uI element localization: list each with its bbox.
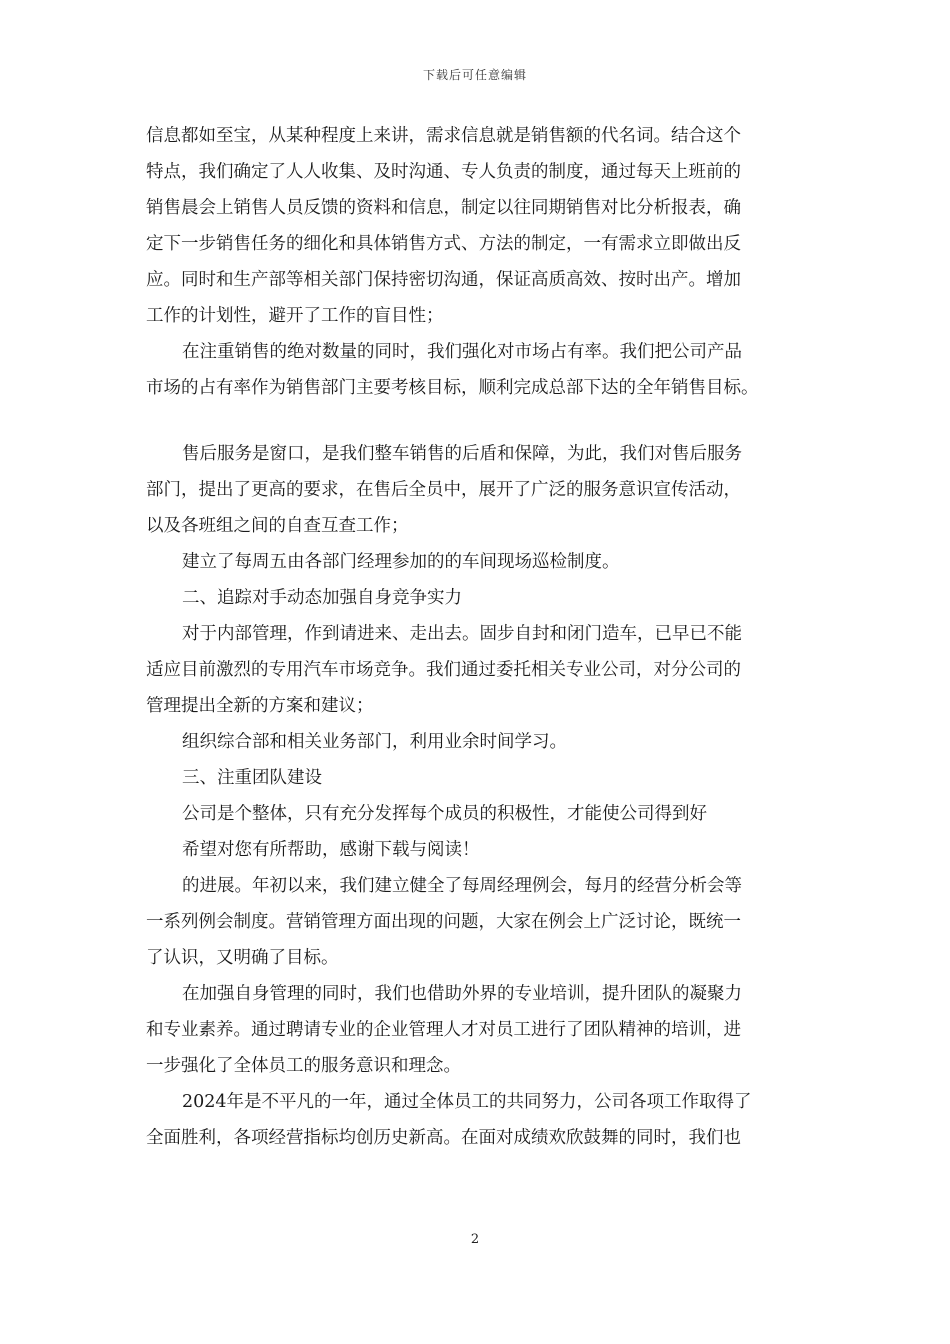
paragraph-line: 公司是个整体，只有充分发挥每个成员的积极性，才能使公司得到好 [182,804,707,824]
page-header: 下载后可任意编辑 [422,68,527,82]
paragraph-line: 全面胜利，各项经营指标均创历史新高。在面对成绩欢欣鼓舞的同时，我们也 [146,1128,741,1148]
paragraph-line: 一系列例会制度。营销管理方面出现的问题，大家在例会上广泛讨论，既统一 [146,912,741,932]
section-heading: 三、注重团队建设 [182,768,322,788]
paragraph-line: 应。同时和生产部等相关部门保持密切沟通，保证高质高效、按时出产。增加 [146,270,741,290]
document-body [146,118,814,1156]
paragraph-line: 适应目前激烈的专用汽车市场竞争。我们通过委托相关专业公司，对分公司的 [146,660,741,680]
paragraph-line: 定下一步销售任务的细化和具体销售方式、方法的制定，一有需求立即做出反 [146,234,741,254]
paragraph-line: 的进展。年初以来，我们建立健全了每周经理例会，每月的经营分析会等 [182,876,742,896]
page-number: 2 [470,1232,480,1247]
paragraph-line: 售后服务是窗口，是我们整车销售的后盾和保障，为此，我们对售后服务 [182,444,742,464]
paragraph-line: 信息都如至宝，从某种程度上来讲，需求信息就是销售额的代名词。结合这个 [146,126,741,146]
paragraph-line: 组织综合部和相关业务部门，利用业余时间学习。 [182,732,567,752]
download-note: 希望对您有所帮助，感谢下载与阅读！ [182,840,480,860]
paragraph-line: 销售晨会上销售人员反馈的资料和信息，制定以往同期销售对比分析报表，确 [146,198,741,218]
paragraph-gap [146,406,814,436]
paragraph-line: 在加强自身管理的同时，我们也借助外界的专业培训，提升团队的凝聚力 [182,984,742,1004]
paragraph-line: 工作的计划性，避开了工作的盲目性； [146,306,444,326]
paragraph-line: 以及各班组之间的自查互查工作； [146,516,409,536]
paragraph-line: 建立了每周五由各部门经理参加的的车间现场巡检制度。 [182,552,620,572]
paragraph-line: 了认识，又明确了目标。 [146,948,339,968]
paragraph-line: 部门，提出了更高的要求，在售后全员中，展开了广泛的服务意识宣传活动， [146,480,741,500]
paragraph-line: 和专业素养。通过聘请专业的企业管理人才对员工进行了团队精神的培训，进 [146,1020,741,1040]
paragraph-line: 管理提出全新的方案和建议； [146,696,374,716]
paragraph-line: 2024年是不平凡的一年，通过全体员工的共同努力，公司各项工作取得了 [182,1092,752,1112]
paragraph-line: 在注重销售的绝对数量的同时，我们强化对市场占有率。我们把公司产品 [182,342,742,362]
paragraph-line: 特点，我们确定了人人收集、及时沟通、专人负责的制度，通过每天上班前的 [146,162,741,182]
section-heading: 二、追踪对手动态加强自身竞争实力 [182,588,462,608]
paragraph-line: 市场的占有率作为销售部门主要考核目标，顺利完成总部下达的全年销售目标。 [146,378,759,398]
paragraph-line: 一步强化了全体员工的服务意识和理念。 [146,1056,461,1076]
paragraph-line: 对于内部管理，作到请进来、走出去。固步自封和闭门造车，已早已不能 [182,624,742,644]
